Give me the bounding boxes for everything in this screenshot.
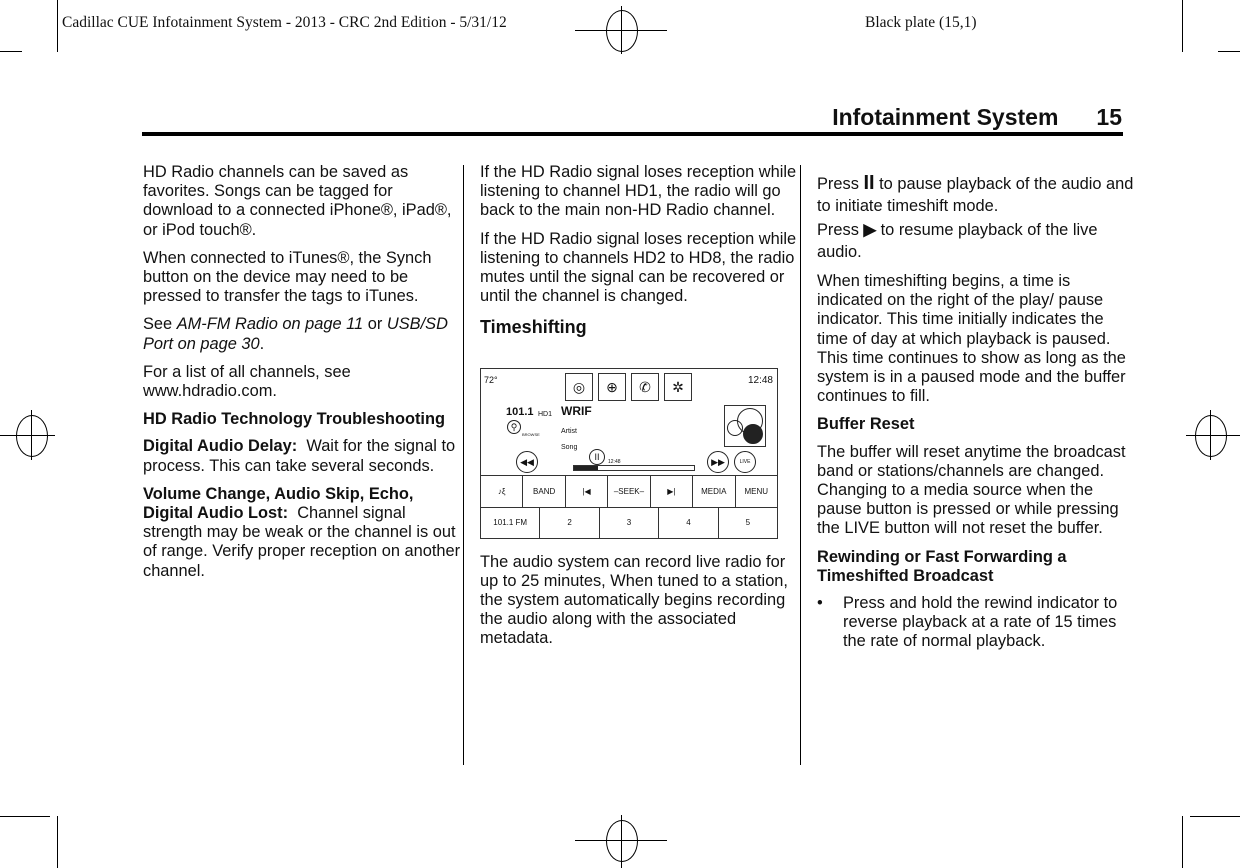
paragraph: HD Radio channels can be saved as favorites. Songs can be tagged for download to a connected iPhone®, iPad®, or iPod touch®. — [143, 163, 452, 239]
subheading: Rewinding or Fast Forwarding a Timeshifted Broadcast — [817, 547, 1067, 585]
pause-icon: II — [863, 172, 875, 194]
bullet-item — [817, 594, 1135, 652]
paragraph: When timeshifting begins, a time is indicated on the right of the play/ pause indicator. This time initially indicates the time of day at which playback is paused. This time continues to show as long as the system is in a paused mode and the buffer continues to fill. — [817, 272, 1126, 406]
menu-button[interactable]: MENU — [735, 476, 777, 508]
artist: Artist — [561, 427, 577, 435]
phone-icon: ✆ — [631, 373, 659, 401]
bullet-icon: • — [817, 594, 823, 613]
control-bar — [481, 475, 777, 508]
cross-reference-link[interactable]: USB/SD Port on page 30 — [143, 315, 448, 353]
column-2 — [480, 163, 798, 658]
text: . — [259, 334, 265, 353]
paragraph — [817, 219, 1135, 263]
climate-icon: ✲ — [664, 373, 692, 401]
browse-label: BROWSE — [522, 431, 540, 437]
paragraph: If the HD Radio signal loses reception while listening to channels HD2 to HD8, the radio mutes until the signal can be recovered or until the channel is changed. — [480, 229, 797, 306]
text: Channel signal strength may be weak or the channel is out of range. Verify proper reception on another channel. — [143, 504, 461, 580]
header-rule — [142, 132, 1123, 136]
seek-back-button[interactable]: |◀ — [565, 476, 607, 508]
song: Song — [561, 443, 578, 451]
cross-reference-link[interactable]: AM-FM Radio on page 11 — [176, 315, 364, 334]
seek-forward-button[interactable]: ▶| — [650, 476, 692, 508]
pause-button[interactable]: II — [589, 449, 605, 465]
preset-4[interactable]: 4 — [658, 508, 717, 538]
paragraph: When connected to iTunes®, the Synch button on the device may need to be pressed to transfer the tags to iTunes. — [143, 248, 432, 306]
column-divider — [800, 165, 801, 765]
plate-label: Black plate (15,1) — [865, 14, 977, 31]
temperature: 72° — [484, 374, 498, 385]
registration-mark — [1210, 410, 1211, 460]
live-button[interactable]: LIVE — [734, 451, 756, 473]
preset-3[interactable]: 3 — [599, 508, 658, 538]
registration-mark — [606, 10, 638, 52]
hd-channel: HD1 — [538, 410, 553, 418]
frequency: 101.1 — [506, 405, 534, 418]
fast-forward-button[interactable]: ▶▶ — [707, 451, 729, 473]
text: Press — [817, 221, 864, 239]
term: Volume Change, Audio Skip, Echo, Digital Audio Lost: — [143, 484, 414, 523]
rewind-button[interactable]: ◀◀ — [516, 451, 538, 473]
buffer-bar[interactable] — [573, 465, 695, 471]
paragraph — [817, 172, 1135, 217]
subheading: HD Radio Technology Troubleshooting — [143, 410, 446, 429]
text: to pause playback of the audio and to initiate timeshift mode. — [817, 175, 1134, 215]
preset-bar — [481, 507, 777, 538]
paragraph — [143, 485, 461, 581]
registration-mark — [621, 815, 622, 868]
buffer-fill — [574, 466, 598, 470]
term: Digital Audio Delay: — [143, 437, 298, 456]
paragraph: If the HD Radio signal loses reception while listening to channel HD1, the radio will go back to the main non-HD Radio channel. — [480, 163, 797, 220]
crop-mark — [1182, 0, 1183, 52]
preset-5[interactable]: 5 — [718, 508, 777, 538]
play-icon: ▶ — [863, 221, 877, 239]
paragraph — [143, 437, 461, 475]
audio-icon: ◎ — [565, 373, 593, 401]
column-3 — [817, 172, 1135, 652]
preset-1[interactable]: 101.1 FM — [493, 517, 528, 527]
crop-mark — [1190, 816, 1240, 817]
column-1 — [143, 163, 461, 590]
registration-mark — [16, 415, 48, 457]
crop-mark — [57, 816, 58, 868]
preset-2[interactable]: 2 — [539, 508, 598, 538]
band-button[interactable]: BAND — [522, 476, 564, 508]
paragraph — [143, 315, 461, 353]
seek-button[interactable]: –SEEK– — [607, 476, 649, 508]
media-button[interactable]: MEDIA — [692, 476, 734, 508]
clock: 12:48 — [747, 374, 773, 386]
crop-mark — [0, 816, 50, 817]
paragraph: The buffer will reset anytime the broadcast band or stations/channels are changed. Changing to a media source when the pause button is pressed or while pressing the LIVE button will not reset the buffer. — [817, 442, 1126, 538]
paragraph: For a list of all channels, see www.hdradio.com. — [143, 362, 351, 401]
station-name: WRIF — [561, 403, 592, 418]
buffer-time: 12:48 — [608, 458, 621, 465]
crop-mark — [1182, 816, 1183, 868]
crop-mark — [1218, 51, 1240, 52]
crop-mark — [57, 0, 58, 52]
registration-mark — [1195, 415, 1227, 457]
paragraph: The audio system can record live radio for up to 25 minutes, When tuned to a station, the system automatically begins recording the audio along with the associated metadata. — [480, 552, 788, 648]
text: See — [143, 315, 177, 334]
registration-mark — [621, 6, 622, 54]
page-number: 15 — [1096, 104, 1122, 130]
text: Wait for the signal to process. This can take several seconds. — [143, 437, 456, 475]
browse-icon: ⚲ — [507, 420, 521, 434]
text: to resume playback of the live audio. — [817, 221, 1098, 261]
text: or — [363, 315, 387, 334]
radio-screen-illustration — [480, 368, 778, 539]
text: Press and hold the rewind indicator to reverse playback at a rate of 15 times the rate of normal playback. — [843, 594, 1118, 651]
section-heading: Timeshifting — [480, 317, 587, 338]
column-divider — [463, 165, 464, 765]
section-title: Infotainment System — [832, 104, 1059, 130]
page-header — [832, 104, 1122, 131]
album-art — [724, 405, 766, 447]
navigation-icon: ⊕ — [598, 373, 626, 401]
registration-mark — [0, 435, 55, 436]
registration-mark — [31, 410, 32, 460]
subheading: Buffer Reset — [817, 415, 915, 434]
crop-mark — [0, 51, 22, 52]
voice-button[interactable]: ♪ξ — [497, 486, 506, 496]
registration-mark — [606, 820, 638, 862]
registration-mark — [1186, 435, 1240, 436]
print-slug: Cadillac CUE Infotainment System - 2013 - CRC 2nd Edition - 5/31/12 — [62, 14, 507, 31]
text: Press — [817, 175, 864, 193]
